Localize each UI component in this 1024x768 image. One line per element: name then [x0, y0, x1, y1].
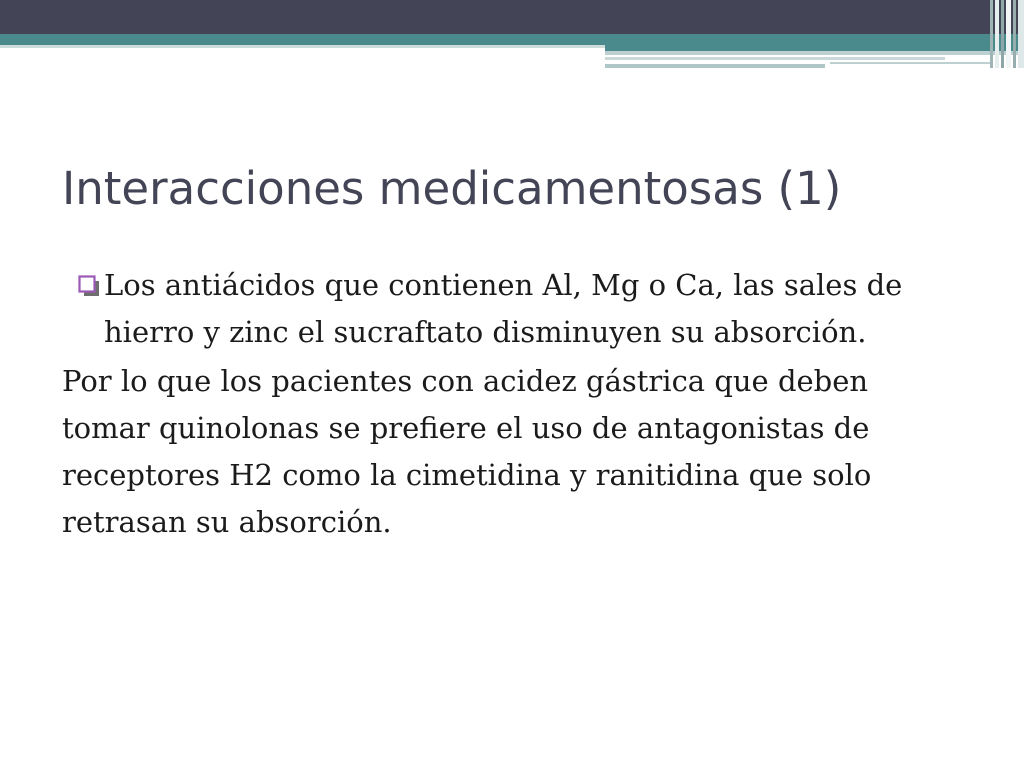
header-step-light	[605, 51, 1024, 55]
bullet-text: Los antiácidos que contienen Al, Mg o Ca, las sales de hierro y zinc el sucraftato disminuyen su absorción.	[104, 268, 903, 349]
stripe	[1001, 0, 1004, 68]
stripe	[1006, 0, 1011, 68]
stripe	[990, 0, 993, 68]
header-line	[605, 64, 825, 68]
body-paragraph: Por lo que los pacientes con acidez gástrica que deben tomar quinolonas se prefiere el uso de antagonistas de receptores H2 como la cimetidina y ranitidina que solo retrasan su absorción.	[62, 364, 872, 539]
slide-title: Interacciones medicamentosas (1)	[62, 162, 842, 215]
bullet-item	[62, 262, 962, 356]
header-line	[830, 62, 990, 64]
stripe	[995, 0, 999, 68]
slide-body	[62, 262, 962, 546]
stripe	[1018, 0, 1024, 68]
stripe	[1013, 0, 1016, 68]
header-line	[605, 57, 945, 60]
square-bullet-icon	[78, 275, 100, 297]
header-band-teal	[0, 34, 1024, 45]
header-band-dark	[0, 0, 1024, 34]
header-vertical-stripes	[990, 0, 1024, 68]
